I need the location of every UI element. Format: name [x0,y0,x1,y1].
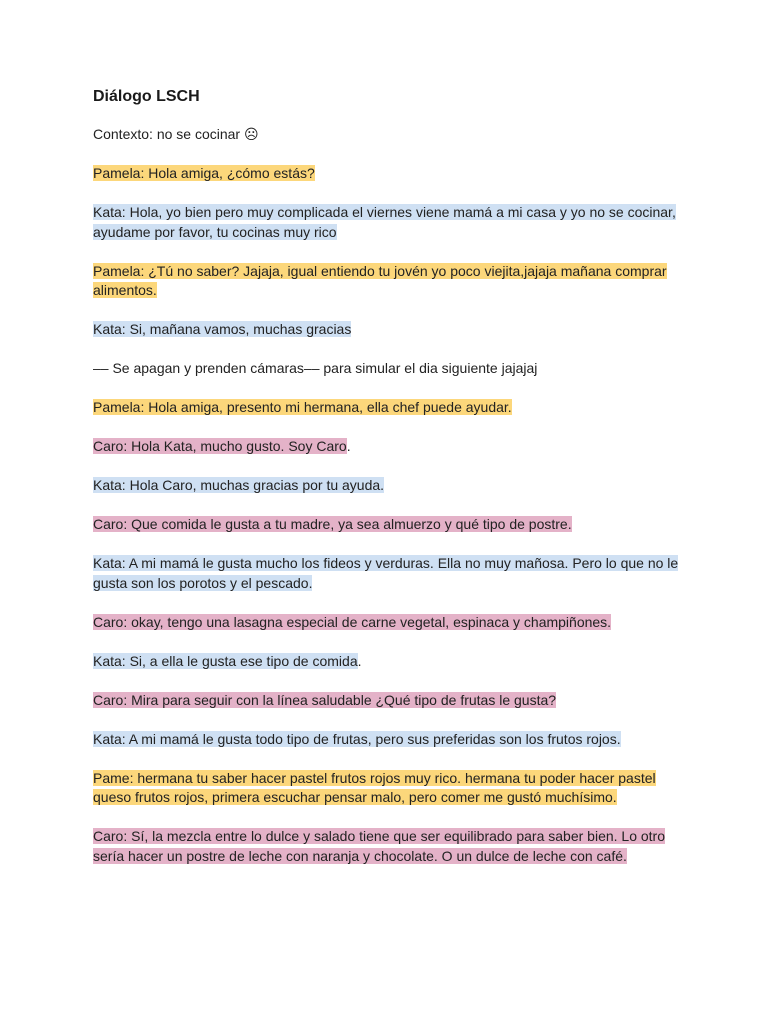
dialogue-text: Kata: A mi mamá le gusta todo tipo de frutas, pero sus preferidas son los frutos rojos. [93,730,621,747]
dialogue-text: Pamela: Hola amiga, presento mi hermana, ella chef puede ayudar. [93,399,512,415]
dialogue-line-kata [93,554,683,593]
dialogue-text: Pamela: ¿Tú no saber? Jajaja, igual entiendo tu jovén yo poco viejita,jajaja mañana comprar alimentos. [93,262,667,298]
narration-line [93,359,683,379]
dialogue-text: Kata: Si, mañana vamos, muchas gracias [93,321,352,337]
trailing-punctuation: . [346,438,351,454]
dialogue-text: Kata: Si, a ella le gusta ese tipo de comida [93,652,358,669]
narration-text: –– Se apagan y prenden cámaras–– para simular el dia siguiente jajajaj [93,360,538,376]
context-text: Contexto: no se cocinar ☹ [93,126,259,142]
dialogue-line-caro [93,827,683,866]
dialogue-line-kata [93,320,683,340]
dialogue-text: Kata: Hola Caro, muchas gracias por tu ayuda. [93,477,385,493]
dialogue-text: Kata: Hola, yo bien pero muy complicada el viernes viene mamá a mi casa y yo no se cocinar, ayudame por favor, tu cocinas muy rico [93,204,676,240]
dialogue-line-caro [93,515,683,535]
dialogue-line-pamela [93,398,683,418]
dialogue-text: Caro: Hola Kata, mucho gusto. Soy Caro [93,438,347,454]
dialogue-text: Pame: hermana tu saber hacer pastel frutos rojos muy rico. hermana tu poder hacer pastel queso frutos rojos, primera escuchar pensar malo, pero comer me gustó muchísimo. [93,769,656,805]
dialogue-line-pame [93,769,683,808]
dialogue-line-kata [93,730,683,750]
dialogue-line-caro [93,613,683,633]
dialogue-line-caro [93,437,683,457]
dialogue-line-kata [93,652,683,672]
dialogue-text: Caro: Mira para seguir con la línea saludable ¿Qué tipo de frutas le gusta? [93,691,557,708]
dialogue-line-pamela [93,262,683,301]
trailing-punctuation: . [357,652,362,669]
dialogue-line-caro [93,691,683,711]
dialogue-line-kata [93,476,683,496]
dialogue-text: Caro: Sí, la mezcla entre lo dulce y salado tiene que ser equilibrado para saber bien. Lo otro sería hacer un postre de leche con naranja y chocolate. O un dulce de leche con café. [93,828,666,864]
dialogue-text: Caro: Que comida le gusta a tu madre, ya sea almuerzo y qué tipo de postre. [93,516,572,532]
dialogue-text: Kata: A mi mamá le gusta mucho los fideos y verduras. Ella no muy mañosa. Pero lo que no le gusta son los porotos y el pescado. [93,555,679,591]
document-title: Diálogo LSCH [93,88,200,105]
dialogue-line-kata [93,203,683,242]
dialogue-text: Pamela: Hola amiga, ¿cómo estás? [93,165,315,181]
document-page [93,86,683,886]
dialogue-text: Caro: okay, tengo una lasagna especial de carne vegetal, espinaca y champiñones. [93,613,612,630]
context-line [93,125,683,145]
dialogue-line-pamela [93,164,683,184]
